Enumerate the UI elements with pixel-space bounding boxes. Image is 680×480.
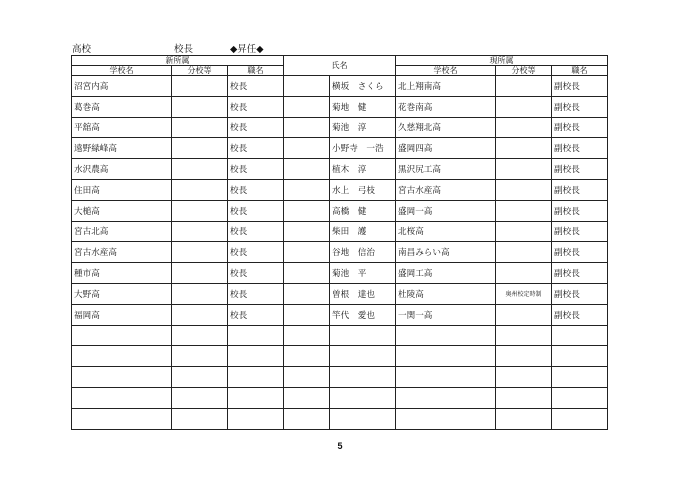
current-school-cell: 南昌みらい高: [396, 242, 496, 263]
person-name-cell: 小野寺 一浩: [330, 138, 396, 159]
person-name-cell: 菊池 平: [330, 263, 396, 284]
new-school-cell: [72, 367, 172, 388]
current-branch-cell: [496, 304, 552, 325]
new-position-cell: [228, 325, 284, 346]
new-school-cell: 沼宮内高: [72, 76, 172, 97]
current-position-cell: 副校長: [552, 263, 608, 284]
current-branch-cell: [496, 221, 552, 242]
person-name-cell: 横坂 さくら: [330, 76, 396, 97]
new-branch-header: 分校等: [172, 66, 228, 76]
left-spacer-cell: [284, 367, 330, 388]
table-row: [72, 387, 608, 408]
current-branch-cell: [496, 117, 552, 138]
current-school-cell: [396, 408, 496, 429]
current-branch-cell: 奥州校定時制: [496, 283, 552, 304]
left-spacer-cell: [284, 200, 330, 221]
current-school-cell: 黒沢尻工高: [396, 159, 496, 180]
new-school-cell: [72, 387, 172, 408]
table-row: [72, 242, 608, 263]
new-position-cell: [228, 408, 284, 429]
left-spacer-cell: [284, 117, 330, 138]
current-branch-cell: [496, 387, 552, 408]
current-branch-cell: [496, 138, 552, 159]
current-position-header: 職名: [552, 66, 608, 76]
new-branch-cell: [172, 304, 228, 325]
table-row: [72, 117, 608, 138]
new-assignment-header: 新所属: [72, 56, 284, 66]
table-row: [72, 138, 608, 159]
new-branch-cell: [172, 117, 228, 138]
new-position-cell: 校長: [228, 159, 284, 180]
new-branch-cell: [172, 387, 228, 408]
new-school-cell: 遠野緑峰高: [72, 138, 172, 159]
current-school-cell: 久慈翔北高: [396, 117, 496, 138]
current-school-cell: 北上翔南高: [396, 76, 496, 97]
current-school-cell: 盛岡工高: [396, 263, 496, 284]
current-school-name-header: 学校名: [396, 66, 496, 76]
current-position-cell: 副校長: [552, 221, 608, 242]
new-position-cell: 校長: [228, 117, 284, 138]
current-school-cell: 北桜高: [396, 221, 496, 242]
table-row: [72, 283, 608, 304]
new-position-cell: [228, 367, 284, 388]
new-school-cell: 大野高: [72, 283, 172, 304]
current-position-cell: 副校長: [552, 76, 608, 97]
table-row: [72, 325, 608, 346]
person-name-cell: 柴田 護: [330, 221, 396, 242]
left-spacer-cell: [284, 408, 330, 429]
current-branch-cell: [496, 179, 552, 200]
current-branch-cell: [496, 263, 552, 284]
current-position-cell: [552, 387, 608, 408]
left-spacer-cell: [284, 221, 330, 242]
current-position-cell: 副校長: [552, 138, 608, 159]
current-position-cell: 副校長: [552, 179, 608, 200]
left-spacer-cell: [284, 138, 330, 159]
new-school-cell: 福岡高: [72, 304, 172, 325]
current-position-cell: [552, 408, 608, 429]
new-branch-cell: [172, 138, 228, 159]
current-position-cell: 副校長: [552, 283, 608, 304]
person-name-cell: 菊地 健: [330, 96, 396, 117]
new-position-cell: 校長: [228, 242, 284, 263]
new-position-cell: 校長: [228, 96, 284, 117]
new-position-cell: 校長: [228, 304, 284, 325]
current-position-cell: [552, 346, 608, 367]
new-school-cell: 平舘高: [72, 117, 172, 138]
current-school-cell: 盛岡一高: [396, 200, 496, 221]
table-row: [72, 346, 608, 367]
left-spacer-cell: [284, 76, 330, 97]
person-name-header: 氏名: [284, 56, 396, 76]
table-row: [72, 159, 608, 180]
page-number: 5: [337, 441, 343, 451]
school-type-label: 高校: [72, 44, 92, 55]
current-position-cell: 副校長: [552, 304, 608, 325]
table-row: [72, 179, 608, 200]
new-position-cell: [228, 387, 284, 408]
current-branch-cell: [496, 96, 552, 117]
position-label: 校長: [174, 44, 194, 55]
current-position-cell: 副校長: [552, 200, 608, 221]
table-row: [72, 263, 608, 284]
new-school-cell: 大槌高: [72, 200, 172, 221]
new-branch-cell: [172, 76, 228, 97]
new-branch-cell: [172, 221, 228, 242]
new-position-cell: 校長: [228, 263, 284, 284]
left-spacer-cell: [284, 263, 330, 284]
left-spacer-cell: [284, 242, 330, 263]
current-school-cell: [396, 387, 496, 408]
table-row: [72, 408, 608, 429]
new-position-cell: [228, 346, 284, 367]
table-row: [72, 367, 608, 388]
new-branch-cell: [172, 367, 228, 388]
new-school-cell: [72, 346, 172, 367]
current-branch-header: 分校等: [496, 66, 552, 76]
new-branch-cell: [172, 408, 228, 429]
new-position-cell: 校長: [228, 283, 284, 304]
current-branch-cell: [496, 346, 552, 367]
table-row: [72, 221, 608, 242]
current-school-cell: [396, 325, 496, 346]
left-spacer-cell: [284, 159, 330, 180]
person-name-cell: 竿代 愛也: [330, 304, 396, 325]
new-position-cell: 校長: [228, 221, 284, 242]
new-branch-cell: [172, 325, 228, 346]
new-school-cell: 種市高: [72, 263, 172, 284]
new-branch-cell: [172, 96, 228, 117]
person-name-cell: 菊池 淳: [330, 117, 396, 138]
current-school-cell: 花巻南高: [396, 96, 496, 117]
current-position-cell: [552, 325, 608, 346]
left-spacer-cell: [284, 179, 330, 200]
new-branch-cell: [172, 242, 228, 263]
person-name-cell: [330, 325, 396, 346]
current-branch-cell: [496, 159, 552, 180]
new-school-cell: [72, 408, 172, 429]
new-branch-cell: [172, 200, 228, 221]
new-branch-cell: [172, 283, 228, 304]
left-spacer-cell: [284, 346, 330, 367]
new-school-name-header: 学校名: [72, 66, 172, 76]
left-spacer-cell: [284, 325, 330, 346]
header-row-groups: [72, 56, 608, 66]
person-name-cell: [330, 408, 396, 429]
new-branch-cell: [172, 346, 228, 367]
current-school-cell: [396, 346, 496, 367]
new-school-cell: 宮古水産高: [72, 242, 172, 263]
current-branch-cell: [496, 325, 552, 346]
table-row: [72, 96, 608, 117]
person-name-cell: 高橋 健: [330, 200, 396, 221]
table-row: [72, 76, 608, 97]
current-school-cell: 杜陵高: [396, 283, 496, 304]
current-school-cell: 盛岡四高: [396, 138, 496, 159]
new-position-cell: 校長: [228, 138, 284, 159]
new-branch-cell: [172, 263, 228, 284]
new-school-cell: 住田高: [72, 179, 172, 200]
current-position-cell: 副校長: [552, 242, 608, 263]
promotion-label: ◆昇任◆: [230, 44, 264, 55]
current-school-cell: 一関一高: [396, 304, 496, 325]
new-branch-cell: [172, 179, 228, 200]
person-name-cell: 曽根 達也: [330, 283, 396, 304]
left-spacer-cell: [284, 387, 330, 408]
person-name-cell: 水上 弓枝: [330, 179, 396, 200]
person-name-cell: [330, 387, 396, 408]
current-branch-cell: [496, 76, 552, 97]
current-branch-cell: [496, 242, 552, 263]
new-position-header: 職名: [228, 66, 284, 76]
person-name-cell: 谷地 信治: [330, 242, 396, 263]
current-branch-cell: [496, 408, 552, 429]
current-position-cell: 副校長: [552, 159, 608, 180]
table-row: [72, 200, 608, 221]
new-position-cell: 校長: [228, 76, 284, 97]
left-spacer-cell: [284, 304, 330, 325]
current-assignment-header: 現所属: [396, 56, 608, 66]
new-branch-cell: [172, 159, 228, 180]
new-school-cell: 宮古北高: [72, 221, 172, 242]
left-spacer-cell: [284, 96, 330, 117]
current-position-cell: 副校長: [552, 117, 608, 138]
personnel-table: [71, 55, 608, 430]
current-branch-cell: [496, 200, 552, 221]
new-position-cell: 校長: [228, 200, 284, 221]
person-name-cell: [330, 346, 396, 367]
person-name-cell: 植木 淳: [330, 159, 396, 180]
current-position-cell: [552, 367, 608, 388]
new-position-cell: 校長: [228, 179, 284, 200]
left-spacer-cell: [284, 283, 330, 304]
new-school-cell: 葛巻高: [72, 96, 172, 117]
new-school-cell: 水沢農高: [72, 159, 172, 180]
current-school-cell: [396, 367, 496, 388]
person-name-cell: [330, 367, 396, 388]
current-school-cell: 宮古水産高: [396, 179, 496, 200]
current-branch-cell: [496, 367, 552, 388]
current-position-cell: 副校長: [552, 96, 608, 117]
new-school-cell: [72, 325, 172, 346]
table-row: [72, 304, 608, 325]
